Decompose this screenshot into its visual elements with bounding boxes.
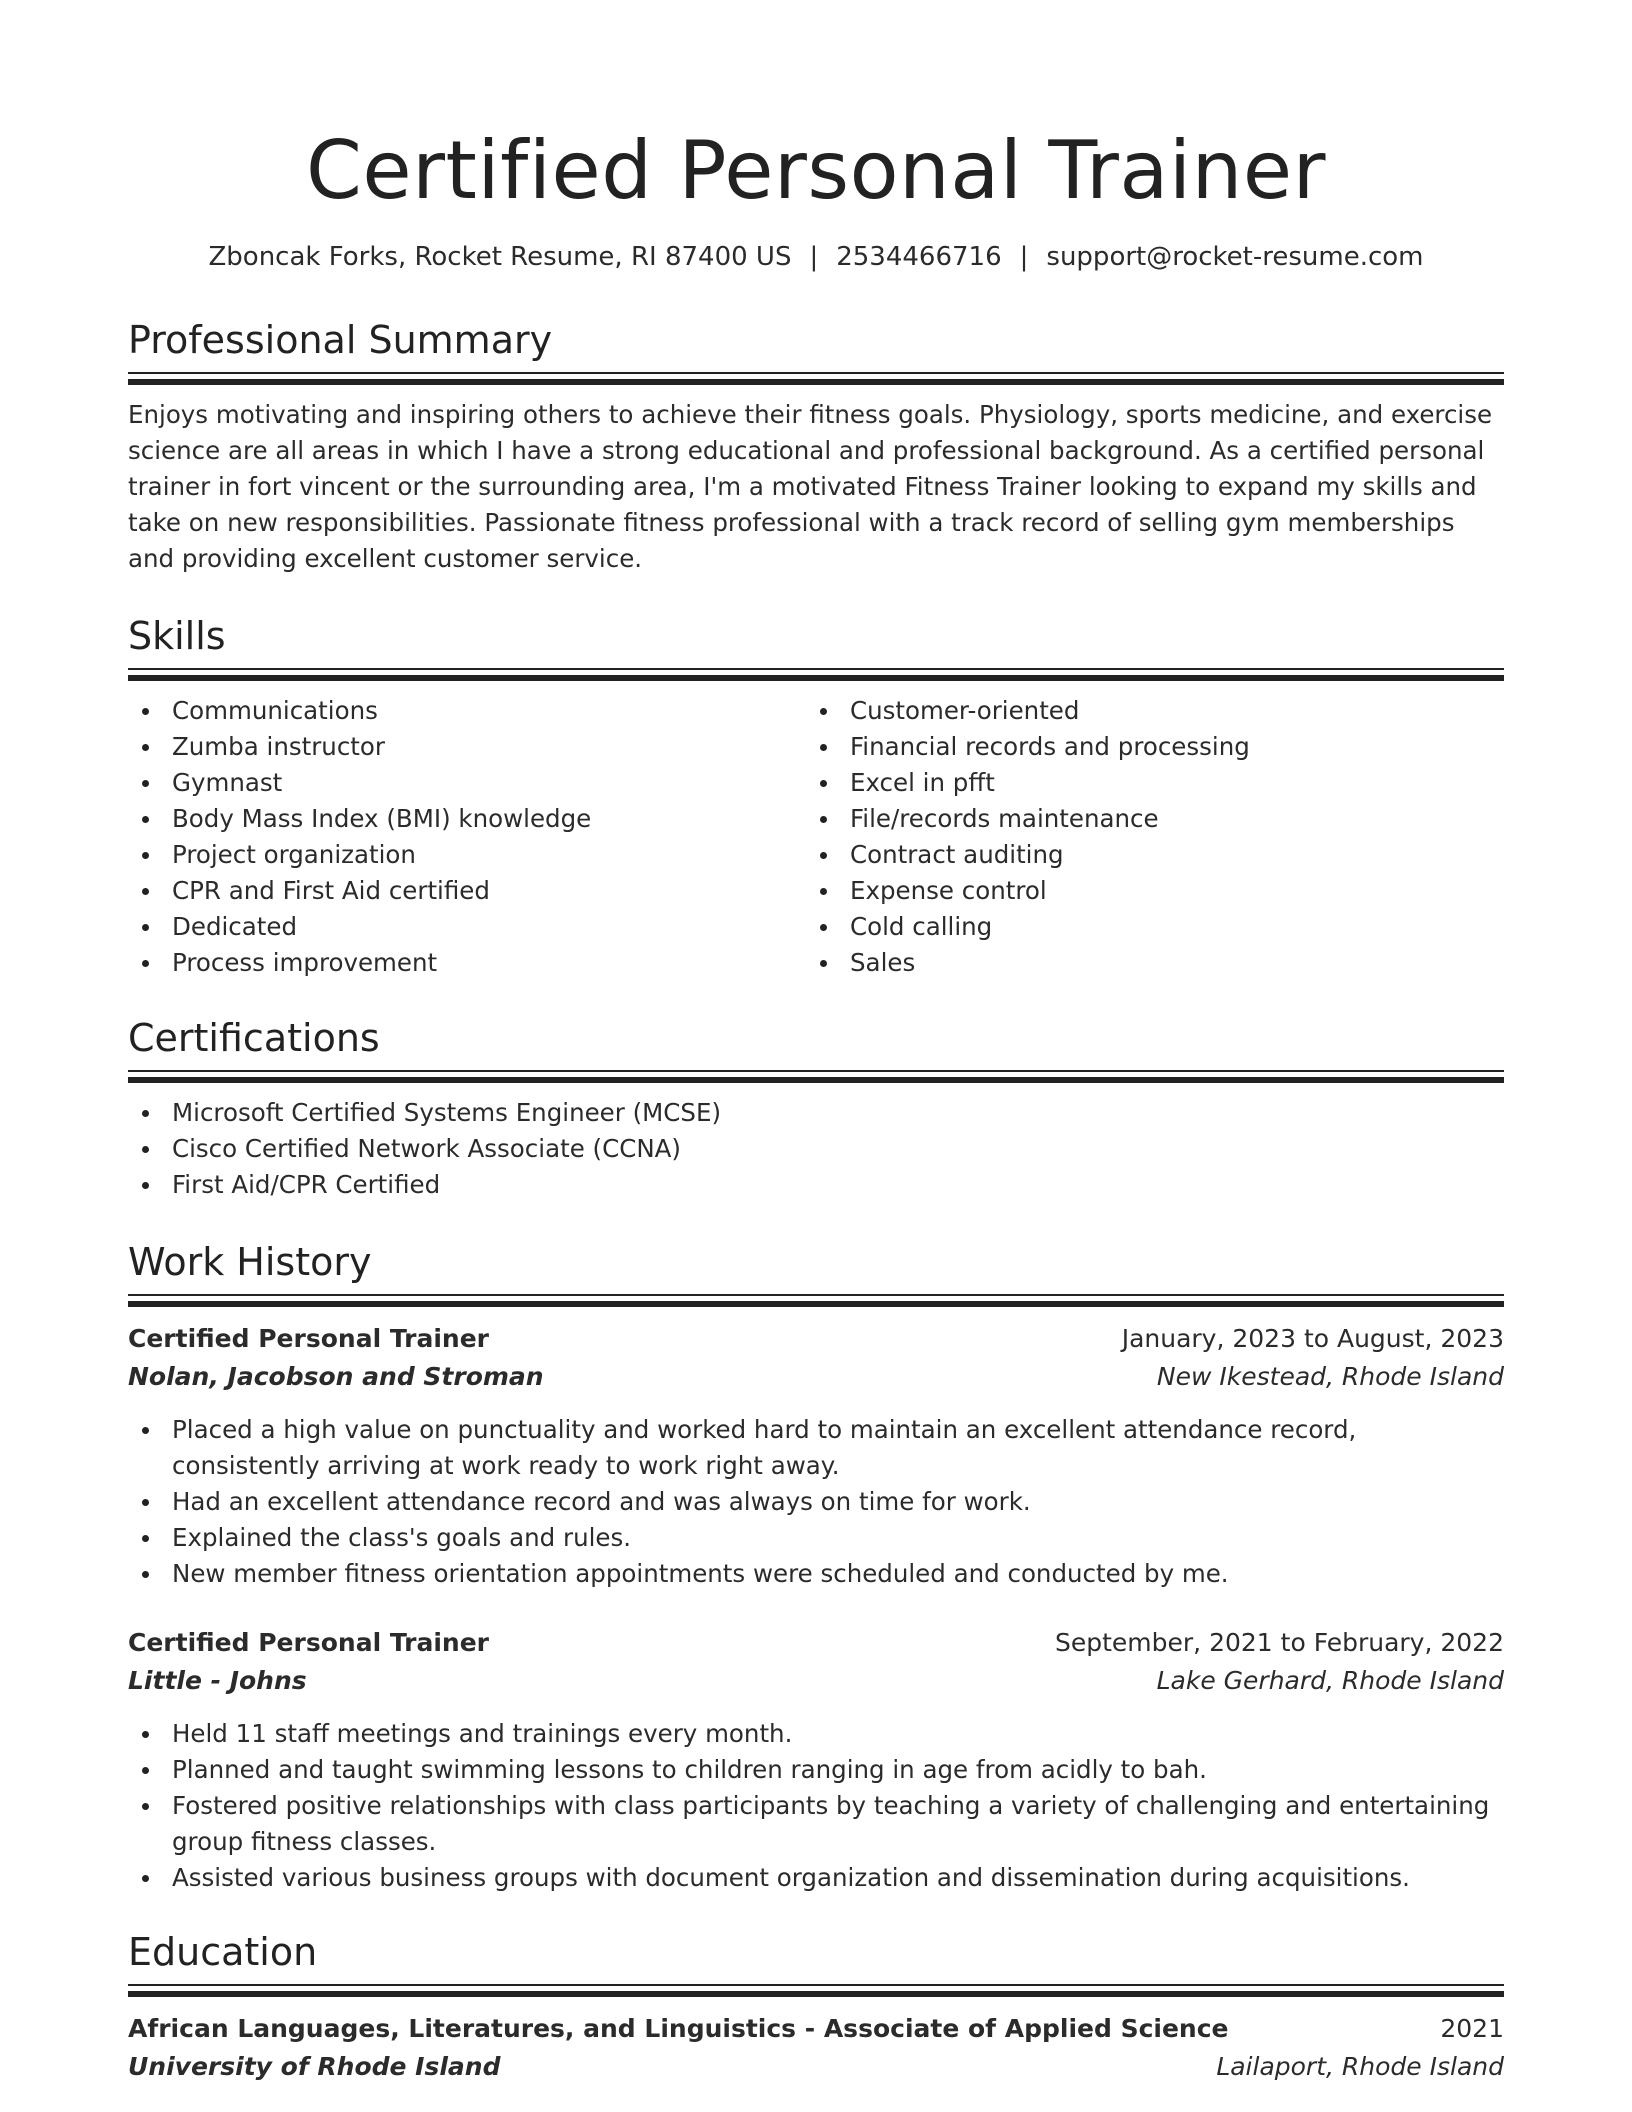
work-history-heading: Work History — [128, 1240, 372, 1284]
skill-item: Expense control — [806, 873, 1484, 909]
certifications-list — [128, 1095, 1504, 1203]
section-divider — [128, 1294, 1504, 1308]
skill-item: Communications — [128, 693, 806, 729]
skill-item: Process improvement — [128, 945, 806, 981]
skill-item: Cold calling — [806, 909, 1484, 945]
contact-email: support@rocket-resume.com — [1046, 242, 1424, 272]
skill-item: Gymnast — [128, 765, 806, 801]
job-bullet: New member fitness orientation appointments were scheduled and conducted by me. — [128, 1556, 1504, 1592]
skill-item: File/records maintenance — [806, 801, 1484, 837]
job-company: Little - Johns — [128, 1666, 307, 1695]
certifications-heading: Certifications — [128, 1016, 380, 1060]
contact-phone: 2534466716 — [836, 242, 1002, 272]
education-header-row — [128, 2010, 1504, 2048]
contact-line — [128, 234, 1504, 280]
section-divider — [128, 372, 1504, 386]
summary-heading: Professional Summary — [128, 318, 553, 362]
skill-item: Dedicated — [128, 909, 806, 945]
job-title: Certified Personal Trainer — [128, 1324, 489, 1353]
certification-item: Microsoft Certified Systems Engineer (MCSE) — [128, 1095, 1504, 1131]
education-subheader-row — [128, 2048, 1504, 2086]
job-header-row — [128, 1320, 1504, 1358]
job-bullet: Held 11 staff meetings and trainings every month. — [128, 1716, 1504, 1752]
certifications-section — [128, 1010, 1504, 1203]
job-bullet: Planned and taught swimming lessons to children ranging in age from acidly to bah. — [128, 1752, 1504, 1788]
job-bullet: Fostered positive relationships with class participants by teaching a variety of challenging and entertaining group fitness classes. — [128, 1788, 1504, 1860]
education-entry — [128, 2010, 1504, 2086]
skill-item: Financial records and processing — [806, 729, 1484, 765]
certification-item: First Aid/CPR Certified — [128, 1167, 1504, 1203]
job-bullet: Assisted various business groups with document organization and dissemination during acquisitions. — [128, 1860, 1504, 1896]
summary-section — [128, 312, 1504, 577]
contact-separator: | — [809, 242, 819, 272]
job-dates: January, 2023 to August, 2023 — [1121, 1324, 1504, 1353]
job-entry — [128, 1320, 1504, 1592]
contact-address: Zboncak Forks, Rocket Resume, RI 87400 US — [208, 242, 792, 272]
job-bullet: Explained the class's goals and rules. — [128, 1520, 1504, 1556]
skill-item: Excel in pfft — [806, 765, 1484, 801]
job-bullets — [128, 1412, 1504, 1592]
education-degree: African Languages, Literatures, and Linguistics - Associate of Applied Science — [128, 2014, 1229, 2043]
education-year: 2021 — [1440, 2014, 1504, 2043]
education-location: Lailaport, Rhode Island — [1216, 2052, 1504, 2081]
job-dates: September, 2021 to February, 2022 — [1055, 1628, 1504, 1657]
contact-separator: | — [1019, 242, 1029, 272]
resume-title: Certified Personal Trainer — [306, 124, 1326, 217]
skill-item: Project organization — [128, 837, 806, 873]
job-bullet: Had an excellent attendance record and was always on time for work. — [128, 1484, 1504, 1520]
skills-columns — [128, 693, 1504, 981]
skill-item: Sales — [806, 945, 1484, 981]
summary-text: Enjoys motivating and inspiring others to achieve their fitness goals. Physiology, sports medicine, and exercise science are all areas in which I have a strong educational and professional background. As a certified personal trainer in fort vincent or the surrounding area, I'm a motivated Fitness Trainer looking to expand my skills and take on new responsibilities. Passionate fitness professional with a track record of selling gym memberships and providing excellent customer service. — [128, 400, 1493, 573]
job-entry — [128, 1624, 1504, 1896]
skills-heading: Skills — [128, 614, 226, 658]
job-company: Nolan, Jacobson and Stroman — [128, 1362, 544, 1391]
skill-item: CPR and First Aid certified — [128, 873, 806, 909]
work-history-section — [128, 1234, 1504, 1896]
skill-item: Body Mass Index (BMI) knowledge — [128, 801, 806, 837]
job-location: Lake Gerhard, Rhode Island — [1156, 1666, 1504, 1695]
skills-list-left — [128, 693, 806, 981]
section-divider — [128, 668, 1504, 682]
section-divider — [128, 1070, 1504, 1084]
job-bullets — [128, 1716, 1504, 1896]
job-header-row — [128, 1624, 1504, 1662]
education-heading: Education — [128, 1930, 318, 1974]
job-bullet: Placed a high value on punctuality and worked hard to maintain an excellent attendance record, consistently arriving at work ready to work right away. — [128, 1412, 1504, 1484]
job-subheader-row — [128, 1358, 1504, 1396]
education-school: University of Rhode Island — [128, 2052, 501, 2081]
skills-section — [128, 608, 1504, 981]
job-subheader-row — [128, 1662, 1504, 1700]
education-section — [128, 1924, 1504, 2086]
job-title: Certified Personal Trainer — [128, 1628, 489, 1657]
skill-item: Contract auditing — [806, 837, 1484, 873]
certification-item: Cisco Certified Network Associate (CCNA) — [128, 1131, 1504, 1167]
job-location: New Ikestead, Rhode Island — [1156, 1362, 1504, 1391]
skill-item: Zumba instructor — [128, 729, 806, 765]
section-divider — [128, 1984, 1504, 1998]
skill-item: Customer-oriented — [806, 693, 1484, 729]
skills-list-right — [806, 693, 1484, 981]
